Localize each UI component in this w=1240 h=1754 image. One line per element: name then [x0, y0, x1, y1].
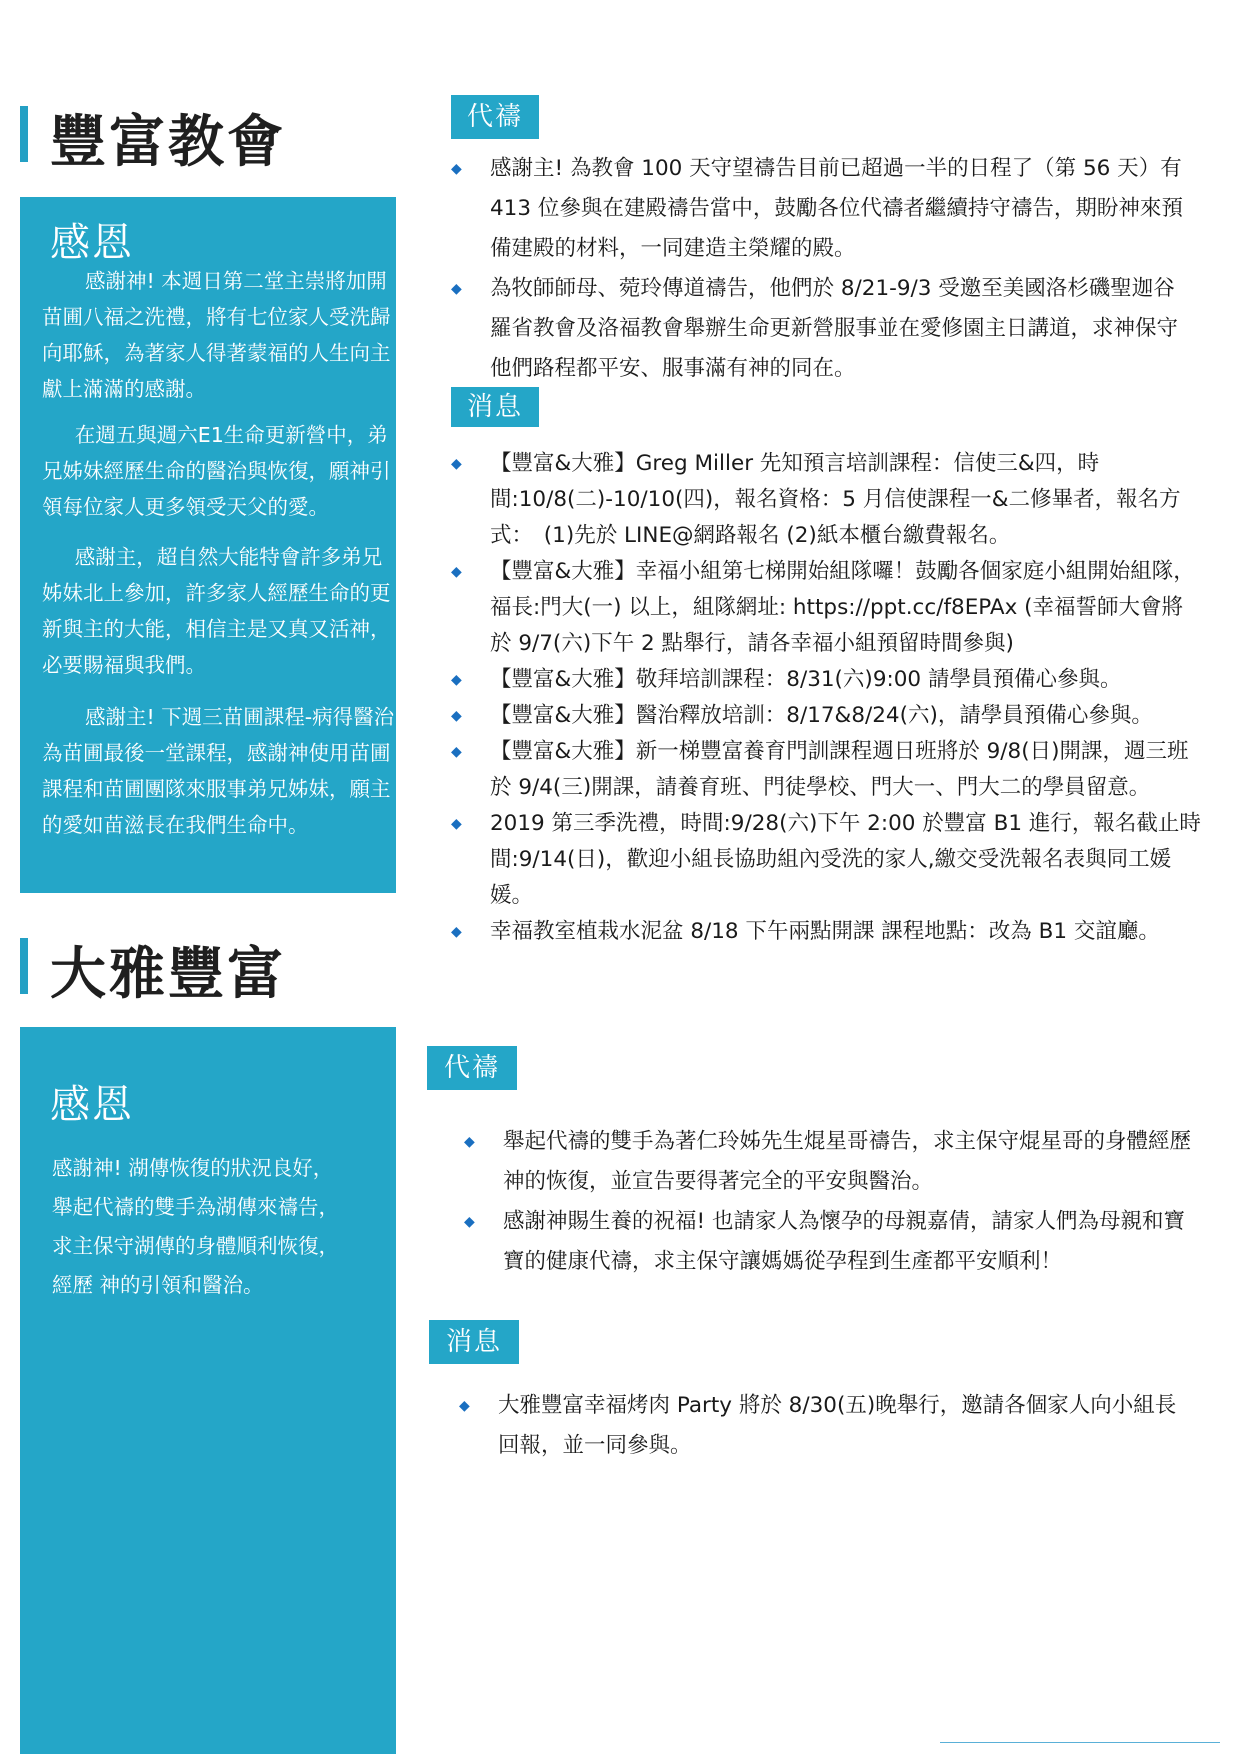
church2-prayer-list — [464, 1122, 1203, 1282]
church2-prayer-tag: 代禱 — [427, 1046, 517, 1090]
list-item: ◆ 【豐富&大雅】醫治釋放培訓：8/17&8/24(六)，請學員預備心參與。 — [490, 698, 1202, 734]
church1-title: 豐富教會 — [50, 110, 286, 175]
church1-thanks-paragraph: 感謝主! 下週三苗圃課程-病得醫治為苗圃最後一堂課程，感謝神使用苗圃課程和苗圃團隊來服事弟兄姊妹，願主的愛如苗滋長在我們生命中。 — [42, 705, 395, 837]
church1-thanks-panel — [20, 197, 396, 893]
church1-prayer-list — [451, 149, 1192, 389]
diamond-bullet-icon: ◆ — [451, 281, 462, 297]
diamond-bullet-icon: ◆ — [451, 924, 462, 940]
church2-news-tag: 消息 — [429, 1320, 519, 1364]
heading-accent-bar — [20, 938, 28, 994]
list-item: ◆ 舉起代禱的雙手為著仁玲姊先生焜星哥禱告，求主保守焜星哥的身體經歷神的恢復，並宣告要得著完全的平安與醫治。 — [503, 1122, 1203, 1202]
diamond-bullet-icon: ◆ — [464, 1134, 475, 1150]
diamond-bullet-icon: ◆ — [451, 744, 462, 760]
church1-prayer-tag: 代禱 — [451, 95, 539, 139]
list-item: ◆ 2019 第三季洗禮，時間:9/28(六)下午 2:00 於豐富 B1 進行，報名截止時 間:9/14(日)，歡迎小組長協助組內受洗的家人,繳交受洗報名表與同工媛媛。 — [490, 806, 1202, 914]
list-item: ◆ 感謝神賜生養的祝福! 也請家人為懷孕的母親嘉倩，請家人們為母親和寶寶的健康代禱，求主保守讓媽媽從孕程到生產都平安順利！ — [503, 1202, 1203, 1282]
list-item: ◆ 為牧師師母、菀玲傳道禱告，他們於 8/21-9/3 受邀至美國洛杉磯聖迦谷羅省教會及洛福教會舉辦生命更新營服事並在愛修園主日講道，求神保守他們路程都平安、服事滿有神的同在。 — [490, 269, 1192, 389]
church2-thanks-paragraph: 感謝神! 湖傳恢復的狀況良好，舉起代禱的雙手為湖傳來禱告，求主保守湖傳的身體順利恢復，經歷 神的引領和醫治。 — [52, 1156, 339, 1297]
church1-thanks-paragraph: 在週五與週六E1生命更新營中，弟兄姊妹經歷生命的醫治與恢復，願神引領每位家人更多領受天父的愛。 — [42, 423, 391, 519]
list-item: ◆ 幸福教室植栽水泥盆 8/18 下午兩點開課 課程地點：改為 B1 交誼廳。 — [490, 914, 1202, 950]
list-item: ◆ 大雅豐富幸福烤肉 Party 將於 8/30(五)晚舉行，邀請各個家人向小組長回報，並一同參與。 — [498, 1386, 1188, 1466]
church2-thanks-title: 感恩 — [50, 1082, 134, 1128]
church1-thanks-title: 感恩 — [50, 220, 134, 266]
church2-title: 大雅豐富 — [50, 942, 286, 1007]
church2-news-list — [459, 1386, 1188, 1466]
list-item: ◆ 【豐富&大雅】敬拜培訓課程：8/31(六)9:00 請學員預備心參與。 — [490, 662, 1202, 698]
list-item: ◆ 【豐富&大雅】幸福小組第七梯開始組隊囉！鼓勵各個家庭小組開始組隊，福長:門大(一) 以上，組隊網址: https://ppt.cc/f8EPAx (幸福誓師大會將於 9/7(六)下午 2 點舉行，請各幸福小組預留時間參與) — [490, 554, 1202, 662]
diamond-bullet-icon: ◆ — [451, 456, 462, 472]
diamond-bullet-icon: ◆ — [451, 564, 462, 580]
footer-divider — [940, 1742, 1220, 1743]
list-item: ◆ 【豐富&大雅】Greg Miller 先知預言培訓課程：信使三&四，時間:10/8(二)-10/10(四)，報名資格：5 月信使課程一&二修畢者，報名方式： (1)先於 LINE@網路報名 (2)紙本櫃台繳費報名。 — [490, 446, 1202, 554]
church1-thanks-paragraph: 感謝神! 本週日第二堂主崇將加開苗圃八福之洗禮，將有七位家人受洗歸向耶穌，為著家人得著蒙福的人生向主獻上滿滿的感謝。 — [42, 269, 391, 401]
list-item: ◆ 【豐富&大雅】新一梯豐富養育門訓課程週日班將於 9/8(日)開課，週三班於 9/4(三)開課，請養育班、門徒學校、門大一、門大二的學員留意。 — [490, 734, 1202, 806]
church2-thanks-panel — [20, 1027, 396, 1754]
church1-news-tag: 消息 — [451, 387, 539, 427]
diamond-bullet-icon: ◆ — [464, 1214, 475, 1230]
list-item: ◆ 感謝主! 為教會 100 天守望禱告目前已超過一半的日程了（第 56 天）有 413 位參與在建殿禱告當中，鼓勵各位代禱者繼續持守禱告，期盼神來預備建殿的材料，一同建造主榮耀的殿。 — [490, 149, 1192, 269]
diamond-bullet-icon: ◆ — [451, 672, 462, 688]
diamond-bullet-icon: ◆ — [451, 708, 462, 724]
diamond-bullet-icon: ◆ — [451, 816, 462, 832]
heading-accent-bar — [20, 106, 28, 162]
church1-news-list — [451, 446, 1202, 950]
church1-thanks-paragraph: 感謝主，超自然大能特會許多弟兄姊妹北上參加，許多家人經歷生命的更新與主的大能，相信主是又真又活神，必要賜福與我們。 — [42, 545, 391, 677]
diamond-bullet-icon: ◆ — [459, 1398, 470, 1414]
diamond-bullet-icon: ◆ — [451, 161, 462, 177]
